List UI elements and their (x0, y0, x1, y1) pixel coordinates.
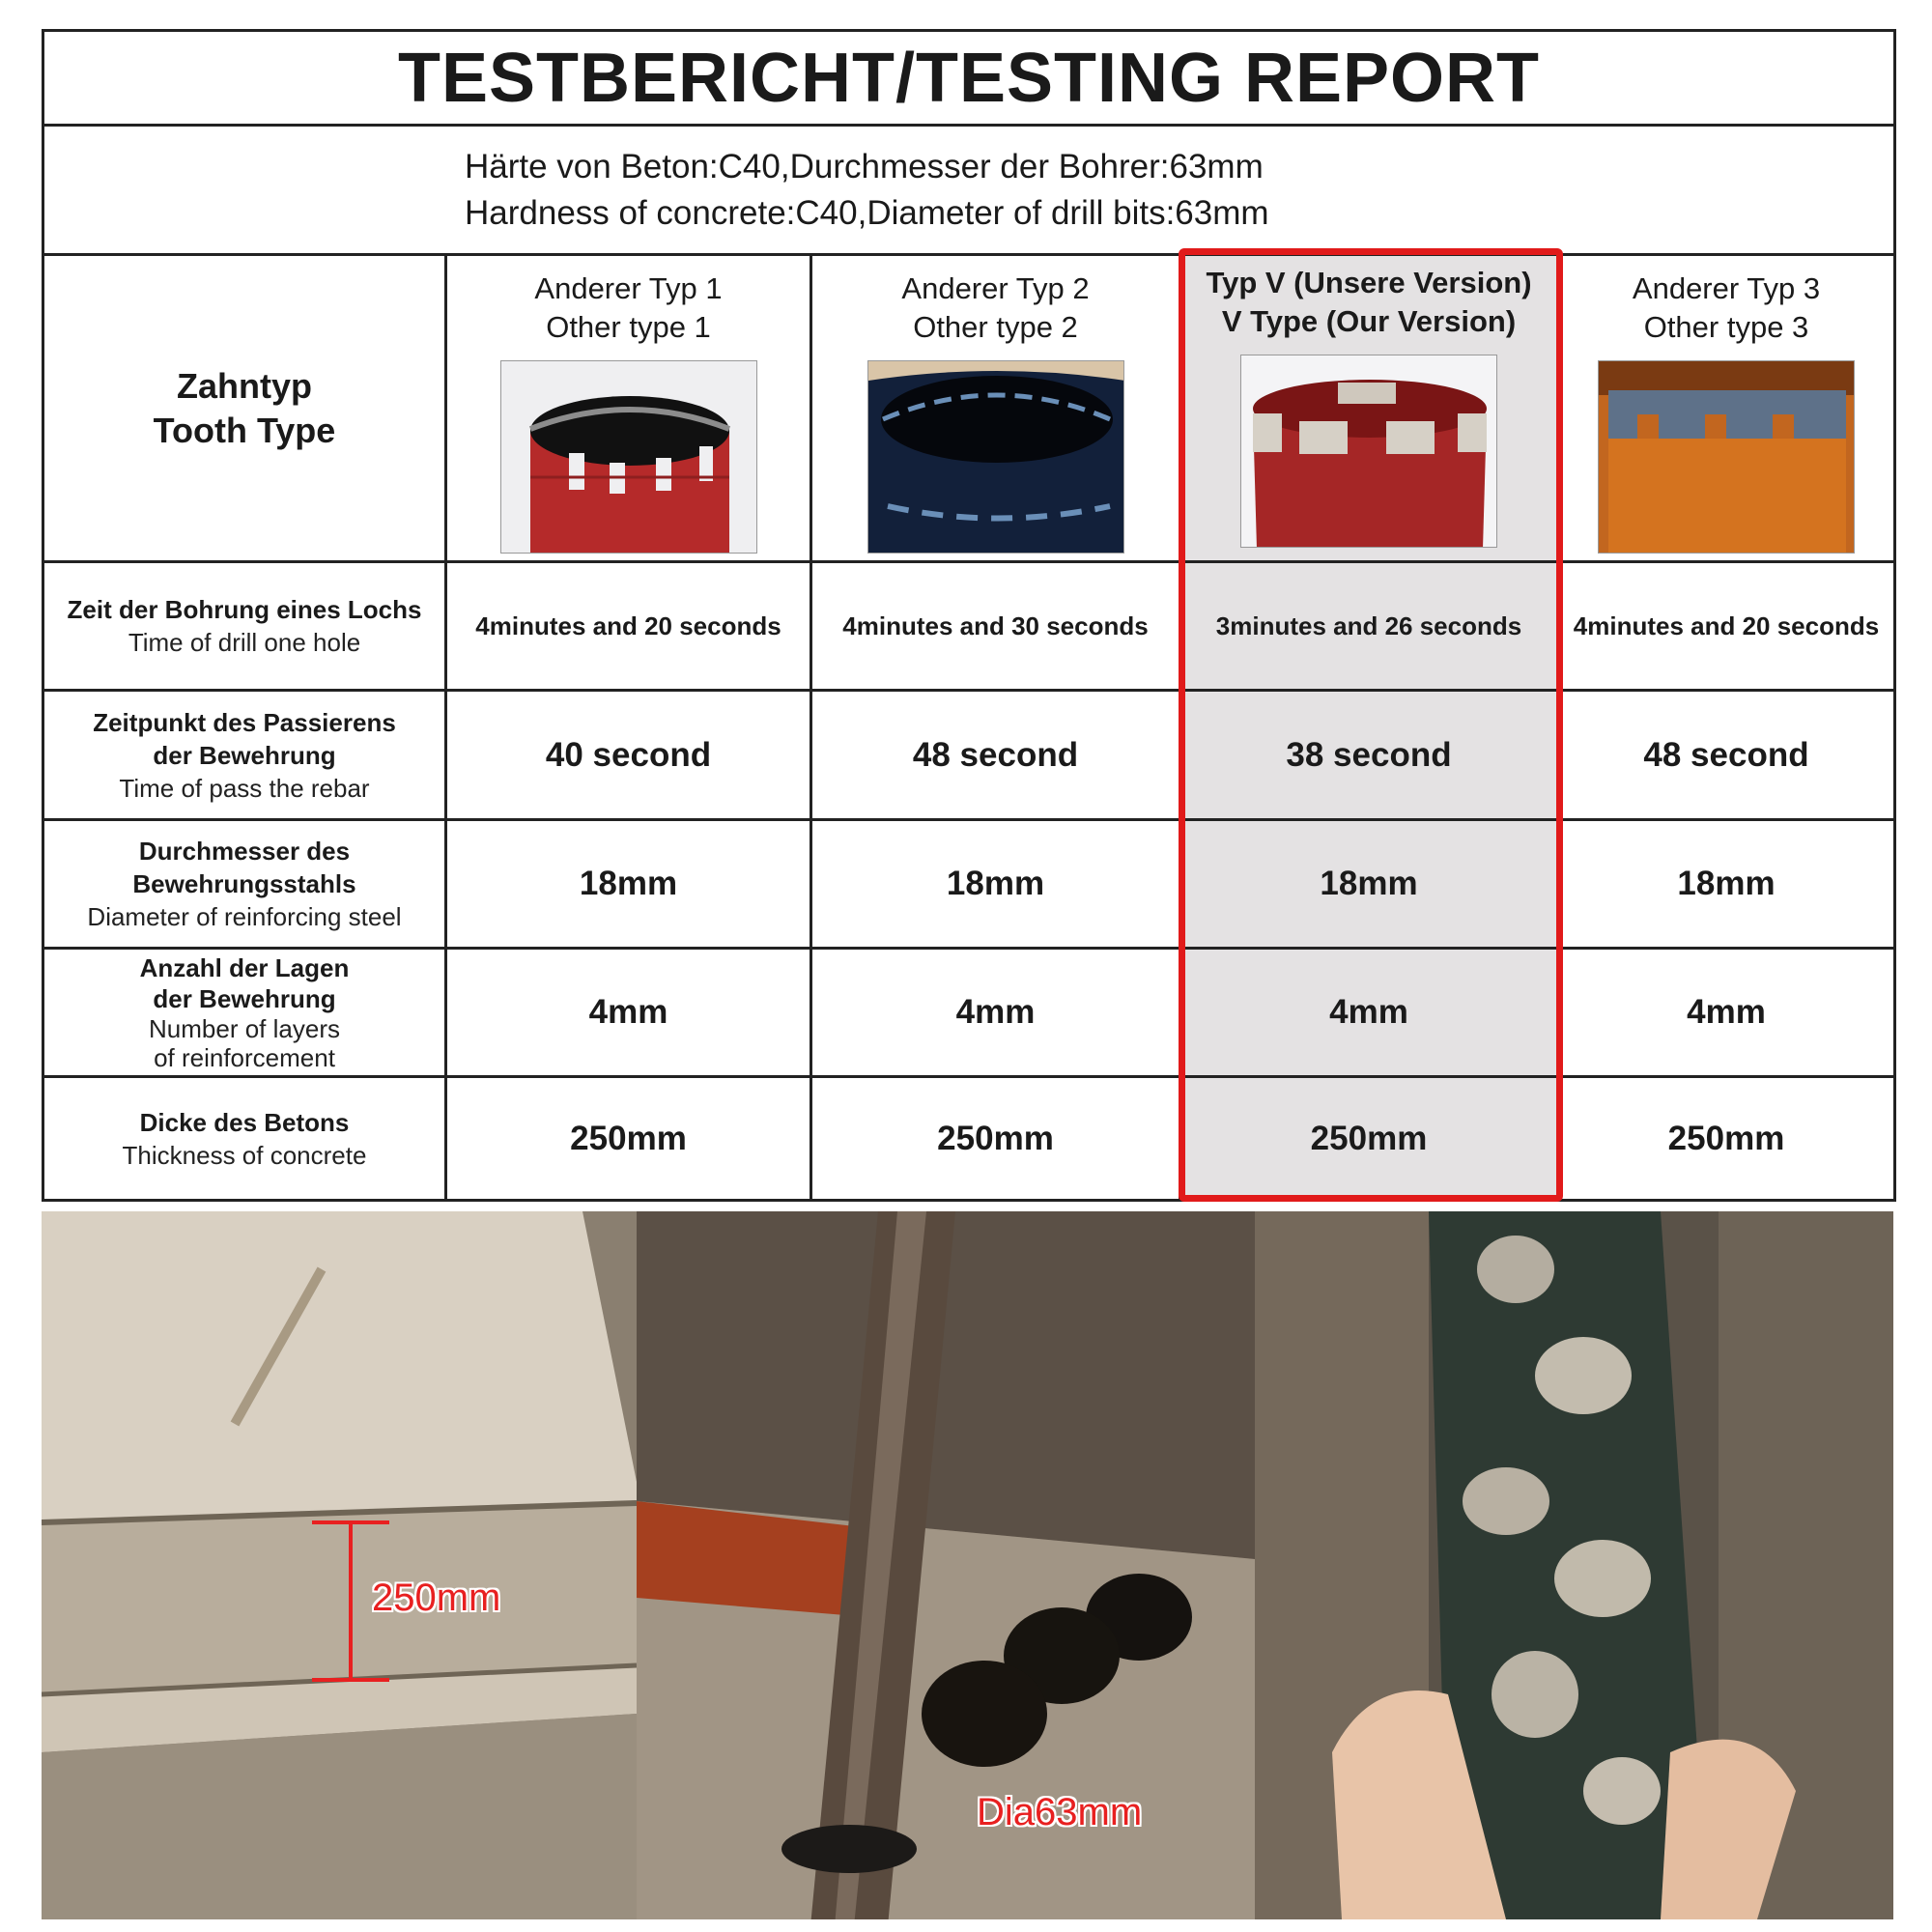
value-drill-time-type-2: 4minutes and 30 seconds (812, 563, 1181, 692)
report-title: TESTBERICHT/TESTING REPORT (397, 39, 1541, 117)
column-name-de: Anderer Typ 3 (1632, 271, 1821, 305)
diameter-label: Dia63mm (977, 1791, 1143, 1833)
value-thickness-type-3: 250mm (1667, 1119, 1785, 1157)
conditions-german: Härte von Beton:C40,Durchmesser der Bohrer:63mm (465, 148, 1264, 185)
label-de: Dicke des Betons (139, 1107, 350, 1137)
test-photos (42, 1211, 1893, 1919)
row-label-drill-time (44, 563, 447, 692)
value-thickness-v-type: 250mm (1181, 1078, 1559, 1199)
label-en-2: of reinforcement (154, 1043, 335, 1072)
row-label-rebar-pass-time (44, 692, 447, 821)
label-de-1: Durchmesser des (138, 837, 351, 866)
drill-holes-photo (637, 1211, 1255, 1919)
value-rebar-diameter-type-3: 18mm (1559, 821, 1893, 950)
value-rebar-time-type-1: 40 second (447, 692, 812, 821)
column-header-other-type-3 (1559, 256, 1893, 563)
label-en-1: Number of layers (149, 1014, 340, 1043)
test-conditions (44, 127, 1893, 256)
tooth-type-de: Zahntyp (177, 365, 312, 406)
value-drill-time-type-1: 4minutes and 20 seconds (447, 563, 812, 692)
column-name-en: Other type 2 (913, 310, 1078, 344)
tooth-type-label (44, 256, 447, 563)
value-rebar-time-type-3: 48 second (1559, 692, 1893, 821)
report-title-row (44, 32, 1893, 127)
value-layers-v-type: 4mm (1181, 950, 1559, 1078)
value-layers-type-1: 4mm (447, 950, 812, 1078)
red-core-drill-bit-image (500, 360, 757, 554)
value-rebar-diameter-v-type: 18mm (1181, 821, 1559, 950)
label-de-1: Zeitpunkt des Passierens (93, 707, 396, 737)
value-rebar-time-type-2: 48 second (812, 692, 1181, 821)
column-name-en: Other type 1 (546, 310, 711, 344)
label-en: Diameter of reinforcing steel (87, 902, 402, 931)
label-de: Zeit der Bohrung eines Lochs (67, 595, 422, 624)
concrete-core-photo (1255, 1211, 1893, 1919)
value-layers-type-3: 4mm (1559, 950, 1893, 1078)
orange-core-drill-bit-image (1598, 360, 1855, 554)
column-name-en: Other type 3 (1643, 310, 1809, 344)
column-name-de: Anderer Typ 2 (901, 271, 1090, 305)
column-header-other-type-2 (812, 256, 1181, 563)
tooth-type-en: Tooth Type (153, 410, 336, 450)
value-layers-type-2: 4mm (812, 950, 1181, 1078)
dark-blue-core-drill-bit-image (867, 360, 1124, 554)
testing-report-table (42, 29, 1896, 1202)
value-rebar-time-v-type: 38 second (1181, 692, 1559, 821)
value-thickness-type-1: 250mm (447, 1078, 812, 1199)
column-header-other-type-1 (447, 256, 812, 563)
row-label-reinforcement-layers (44, 950, 447, 1078)
label-de-2: der Bewehrung (153, 984, 336, 1013)
label-de-2: der Bewehrung (153, 740, 336, 770)
column-header-v-type (1181, 256, 1559, 563)
value-rebar-diameter-type-1: 18mm (447, 821, 812, 950)
column-name-de: Anderer Typ 1 (534, 271, 723, 305)
column-name-de: Typ V (Unsere Version) (1206, 266, 1532, 299)
label-en: Time of pass the rebar (119, 773, 370, 803)
value-thickness-type-2: 250mm (812, 1078, 1181, 1199)
thickness-label: 250mm (372, 1577, 501, 1619)
value-drill-time-type-3: 4minutes and 20 seconds (1559, 563, 1893, 692)
label-de-1: Anzahl der Lagen (139, 953, 350, 982)
conditions-english: Hardness of concrete:C40,Diameter of drill bits:63mm (465, 194, 1269, 232)
label-en: Time of drill one hole (128, 628, 361, 657)
label-de-2: Bewehrungsstahls (132, 869, 356, 898)
red-v-type-core-drill-bit-image (1240, 355, 1497, 548)
row-label-rebar-diameter (44, 821, 447, 950)
row-label-concrete-thickness (44, 1078, 447, 1199)
comparison-grid (44, 256, 1893, 1199)
value-drill-time-v-type: 3minutes and 26 seconds (1181, 563, 1559, 692)
concrete-slab-photo (42, 1211, 637, 1919)
column-name-en: V Type (Our Version) (1221, 304, 1517, 338)
label-en: Thickness of concrete (122, 1140, 367, 1170)
value-rebar-diameter-type-2: 18mm (812, 821, 1181, 950)
